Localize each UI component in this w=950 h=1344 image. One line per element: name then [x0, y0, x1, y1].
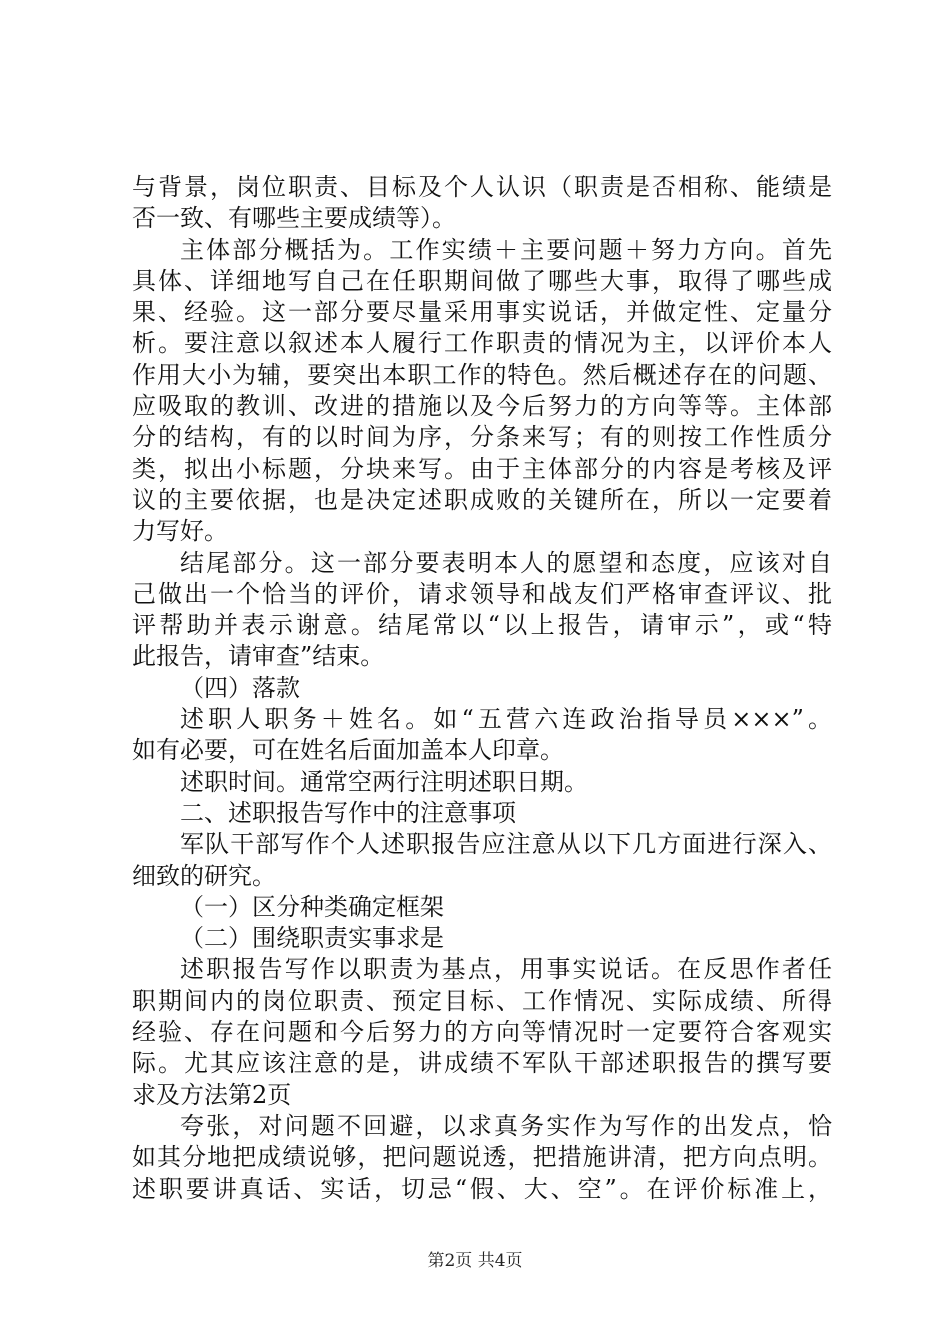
- text-line: 议的主要依据，也是决定述职成败的关键所在，所以一定要着: [132, 485, 832, 514]
- text-line: 类，拟出小标题，分块来写。由于主体部分的内容是考核及评: [132, 454, 832, 483]
- text-line: 如有必要，可在姓名后面加盖本人印章。: [132, 736, 564, 765]
- section-heading: 二、述职报告写作中的注意事项: [180, 798, 516, 827]
- section-heading: （二）围绕职责实事求是: [180, 924, 444, 953]
- text-line: 此报告，请审查”结束。: [132, 642, 385, 671]
- text-line: 如其分地把成绩说够，把问题说透，把措施讲清，把方向点明。: [132, 1143, 832, 1172]
- text-line: 结尾部分。这一部分要表明本人的愿望和态度，应该对自: [180, 548, 832, 577]
- text-line: 否一致、有哪些主要成绩等）。: [132, 204, 456, 233]
- section-heading: （四）落款: [180, 673, 300, 702]
- text-line: 求及方法第2页: [132, 1080, 292, 1109]
- text-line: 职期间内的岗位职责、预定目标、工作情况、实际成绩、所得: [132, 986, 832, 1015]
- text-line: 军队干部写作个人述职报告应注意从以下几方面进行深入、: [180, 830, 832, 859]
- section-heading: （一）区分种类确定框架: [180, 892, 444, 921]
- text-line: 作用大小为辅，要突出本职工作的特色。然后概述存在的问题、: [132, 360, 832, 389]
- text-line: 果、经验。这一部分要尽量采用事实说话，并做定性、定量分: [132, 298, 832, 327]
- text-line: 己做出一个恰当的评价，请求领导和战友们严格审查评议、批: [132, 579, 832, 608]
- text-line: 应吸取的教训、改进的措施以及今后努力的方向等等。主体部: [132, 392, 832, 421]
- text-line: 具体、详细地写自己在任职期间做了哪些大事，取得了哪些成: [132, 266, 832, 295]
- text-line: 与背景，岗位职责、目标及个人认识（职责是否相称、能绩是: [132, 173, 832, 201]
- text-line: 力写好。: [132, 517, 228, 546]
- text-line: 述职时间。通常空两行注明述职日期。: [180, 767, 588, 796]
- page-number-footer: 第2页 共4页: [427, 1251, 523, 1271]
- text-line: 细致的研究。: [132, 861, 276, 890]
- document-body: [132, 172, 832, 1205]
- text-line: 经验、存在问题和今后努力的方向等情况时一定要符合客观实: [132, 1018, 832, 1047]
- text-line: 主体部分概括为。工作实绩＋主要问题＋努力方向。首先: [180, 235, 832, 264]
- text-line: 述职报告写作以职责为基点，用事实说话。在反思作者任: [180, 955, 832, 984]
- text-line: 分的结构，有的以时间为序，分条来写；有的则按工作性质分: [132, 423, 832, 452]
- text-line: 述职人职务＋姓名。如“五营六连政治指导员×××”。: [180, 705, 832, 734]
- text-line: 评帮助并表示谢意。结尾常以“以上报告，请审示”，或“特: [132, 611, 832, 640]
- text-line: 际。尤其应该注意的是，讲成绩不军队干部述职报告的撰写要: [132, 1049, 832, 1078]
- text-line: 述职要讲真话、实话，切忌“假、大、空”。在评价标准上，: [132, 1174, 832, 1203]
- text-line: 夸张，对问题不回避，以求真务实作为写作的出发点，恰: [180, 1111, 832, 1140]
- text-line: 析。要注意以叙述本人履行工作职责的情况为主，以评价本人: [132, 329, 832, 358]
